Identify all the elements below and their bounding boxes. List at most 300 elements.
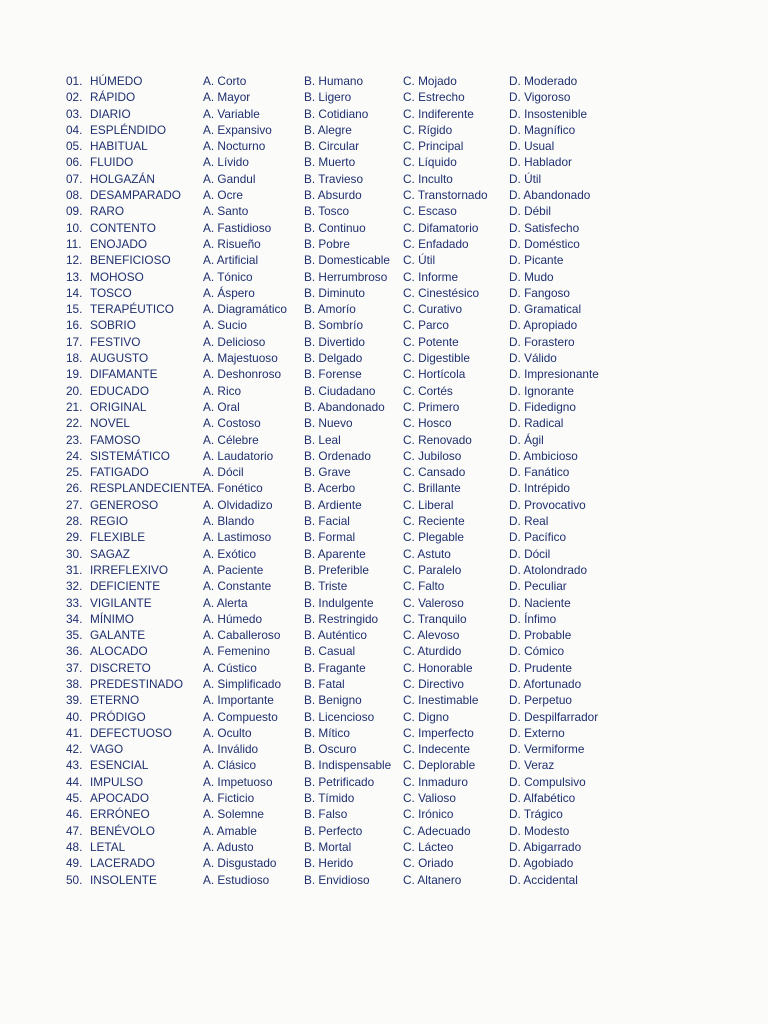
- option-a: A. Alerta: [203, 595, 248, 610]
- option-a: A. Paciente: [203, 562, 264, 577]
- option-b: B. Mortal: [304, 839, 352, 854]
- option-a: A. Importante: [203, 693, 274, 708]
- option-b: B. Tosco: [304, 204, 350, 219]
- option-c: C. Enfadado: [403, 236, 469, 251]
- question-number: 32.: [66, 579, 83, 594]
- question-row: [66, 464, 756, 480]
- option-d: D. Provocativo: [509, 497, 586, 512]
- option-a: A. Santo: [203, 204, 249, 219]
- option-a: A. Disgustado: [203, 856, 277, 871]
- option-b: B. Muerto: [304, 155, 356, 170]
- question-word: DISCRETO: [90, 660, 151, 675]
- question-row: [66, 855, 756, 871]
- question-word: ERRÓNEO: [90, 807, 150, 822]
- option-a: A. Nocturno: [203, 139, 266, 154]
- question-row: [66, 546, 756, 562]
- question-number: 17.: [66, 334, 83, 349]
- option-b: B. Triste: [304, 579, 348, 594]
- question-word: MOHOSO: [90, 269, 144, 284]
- question-word: PREDESTINADO: [90, 676, 184, 691]
- option-d: D. Apropiado: [509, 318, 578, 333]
- question-row: [66, 203, 756, 219]
- option-a: A. Expansivo: [203, 122, 272, 137]
- option-a: A. Majestuoso: [203, 351, 278, 366]
- question-number: 02.: [66, 90, 83, 105]
- option-b: B. Fatal: [304, 676, 345, 691]
- option-a: A. Cústico: [203, 660, 257, 675]
- option-b: B. Ardiente: [304, 497, 362, 512]
- question-row: [66, 448, 756, 464]
- option-b: B. Perfecto: [304, 823, 363, 838]
- option-b: B. Humano: [304, 74, 364, 88]
- option-b: B. Herrumbroso: [304, 269, 388, 284]
- option-c: C. Altanero: [403, 872, 462, 887]
- question-number: 14.: [66, 285, 83, 300]
- option-a: A. Estudioso: [203, 872, 270, 887]
- option-d: D. Perpetuo: [509, 693, 572, 708]
- option-b: B. Ordenado: [304, 448, 371, 463]
- question-row: [66, 627, 756, 643]
- option-a: A. Solemne: [203, 807, 264, 822]
- option-d: D. Trágico: [509, 807, 563, 822]
- option-a: A. Fastidioso: [203, 220, 272, 235]
- option-c: C. Difamatorio: [403, 220, 479, 235]
- option-c: C. Astuto: [403, 546, 451, 561]
- option-c: C. Cinestésico: [403, 285, 480, 300]
- option-c: C. Potente: [403, 334, 459, 349]
- option-a: A. Delicioso: [203, 334, 266, 349]
- question-number: 15.: [66, 302, 83, 317]
- option-b: B. Leal: [304, 432, 341, 447]
- option-c: C. Mojado: [403, 74, 457, 88]
- option-b: B. Benigno: [304, 693, 362, 708]
- option-c: C. Primero: [403, 399, 460, 414]
- option-c: C. Líquido: [403, 155, 457, 170]
- question-word: GENEROSO: [90, 497, 159, 512]
- question-number: 30.: [66, 546, 83, 561]
- option-c: C. Plegable: [403, 530, 464, 545]
- question-row: [66, 138, 756, 154]
- option-c: C. Hortícola: [403, 367, 466, 382]
- question-number: 05.: [66, 139, 83, 154]
- option-d: D. Intrépido: [509, 481, 570, 496]
- option-d: D. Insostenible: [509, 106, 588, 121]
- option-c: C. Adecuado: [403, 823, 471, 838]
- question-row: [66, 366, 756, 382]
- option-c: C. Paralelo: [403, 562, 462, 577]
- question-word: DESAMPARADO: [90, 188, 181, 203]
- option-b: B. Ciudadano: [304, 383, 376, 398]
- question-word: RESPLANDECIENTE: [90, 481, 205, 496]
- option-b: B. Amorío: [304, 302, 356, 317]
- option-c: C. Rígido: [403, 122, 453, 137]
- question-word: HÚMEDO: [90, 74, 143, 88]
- option-d: D. Moderado: [509, 74, 578, 88]
- option-b: B. Nuevo: [304, 416, 353, 431]
- option-b: B. Casual: [304, 644, 356, 659]
- question-row: [66, 154, 756, 170]
- option-b: B. Absurdo: [304, 188, 362, 203]
- option-b: B. Forense: [304, 367, 362, 382]
- option-c: C. Lácteo: [403, 839, 454, 854]
- question-row: [66, 73, 756, 89]
- question-word: INSOLENTE: [90, 872, 157, 887]
- option-d: D. Peculiar: [509, 579, 567, 594]
- option-c: C. Curativo: [403, 302, 463, 317]
- option-b: B. Falso: [304, 807, 348, 822]
- option-a: A. Risueño: [203, 236, 261, 251]
- option-b: B. Fragante: [304, 660, 366, 675]
- option-c: C. Principal: [403, 139, 464, 154]
- question-number: 48.: [66, 839, 83, 854]
- option-d: D. Abandonado: [509, 188, 591, 203]
- option-a: A. Deshonroso: [203, 367, 282, 382]
- option-d: D. Prudente: [509, 660, 572, 675]
- question-number: 50.: [66, 872, 83, 887]
- question-row: [66, 529, 756, 545]
- question-number: 09.: [66, 204, 83, 219]
- option-d: D. Magnífico: [509, 122, 576, 137]
- question-number: 13.: [66, 269, 83, 284]
- option-b: B. Travieso: [304, 171, 364, 186]
- option-d: D. Externo: [509, 725, 565, 740]
- option-b: B. Formal: [304, 530, 356, 545]
- option-b: B. Acerbo: [304, 481, 356, 496]
- option-d: D. Naciente: [509, 595, 571, 610]
- question-row: [66, 399, 756, 415]
- question-row: [66, 611, 756, 627]
- question-word: CONTENTO: [90, 220, 156, 235]
- option-d: D. Compulsivo: [509, 774, 586, 789]
- option-b: B. Indulgente: [304, 595, 374, 610]
- question-number: 27.: [66, 497, 83, 512]
- option-a: A. Impetuoso: [203, 774, 273, 789]
- question-row: [66, 220, 756, 236]
- question-word: FLEXIBLE: [90, 530, 146, 545]
- question-number: 36.: [66, 644, 83, 659]
- option-d: D. Útil: [509, 171, 542, 186]
- option-a: A. Compuesto: [203, 709, 278, 724]
- option-c: C. Directivo: [403, 676, 464, 691]
- question-word: FAMOSO: [90, 432, 141, 447]
- question-row: [66, 692, 756, 708]
- option-a: A. Exótico: [203, 546, 257, 561]
- option-a: A. Variable: [203, 106, 260, 121]
- question-number: 20.: [66, 383, 83, 398]
- option-c: C. Honorable: [403, 660, 473, 675]
- option-d: D. Picante: [509, 253, 564, 268]
- question-row: [66, 757, 756, 773]
- question-row: [66, 171, 756, 187]
- option-c: C. Inmaduro: [403, 774, 468, 789]
- question-row: [66, 774, 756, 790]
- question-row: [66, 432, 756, 448]
- question-word: SOBRIO: [90, 318, 136, 333]
- option-b: B. Preferible: [304, 562, 369, 577]
- question-row: [66, 823, 756, 839]
- option-a: A. Húmedo: [203, 611, 263, 626]
- question-row: [66, 334, 756, 350]
- option-a: A. Oral: [203, 399, 240, 414]
- option-c: C. Liberal: [403, 497, 454, 512]
- option-b: B. Restringido: [304, 611, 379, 626]
- question-word: IMPULSO: [90, 774, 144, 789]
- option-a: A. Olvidadizo: [203, 497, 273, 512]
- question-row: [66, 269, 756, 285]
- option-c: C. Inestimable: [403, 693, 479, 708]
- option-d: D. Radical: [509, 416, 564, 431]
- question-word: SISTEMÁTICO: [90, 448, 170, 463]
- question-word: DEFICIENTE: [90, 579, 161, 594]
- option-b: B. Petrificado: [304, 774, 375, 789]
- question-row: [66, 660, 756, 676]
- option-a: A. Rico: [203, 383, 242, 398]
- option-c: C. Estrecho: [403, 90, 465, 105]
- option-a: A. Laudatorio: [203, 448, 274, 463]
- question-word: BENÉVOLO: [90, 823, 155, 838]
- question-number: 18.: [66, 351, 83, 366]
- option-b: B. Alegre: [304, 122, 352, 137]
- option-d: D. Válido: [509, 351, 557, 366]
- option-d: D. Gramatical: [509, 302, 582, 317]
- option-b: B. Facial: [304, 514, 350, 529]
- option-a: A. Áspero: [203, 285, 255, 300]
- question-number: 19.: [66, 367, 83, 382]
- option-a: A. Simplificado: [203, 676, 282, 691]
- option-c: C. Indiferente: [403, 106, 474, 121]
- option-d: D. Probable: [509, 628, 572, 643]
- question-row: [66, 578, 756, 594]
- option-c: C. Escaso: [403, 204, 457, 219]
- question-row: [66, 106, 756, 122]
- option-c: C. Imperfecto: [403, 725, 474, 740]
- option-d: D. Afortunado: [509, 676, 582, 691]
- question-number: 16.: [66, 318, 83, 333]
- option-a: A. Diagramático: [203, 302, 287, 317]
- option-d: D. Alfabético: [509, 791, 576, 806]
- option-d: D. Impresionante: [509, 367, 599, 382]
- option-c: C. Informe: [403, 269, 459, 284]
- question-word: RÁPIDO: [90, 90, 136, 105]
- question-row: [66, 285, 756, 301]
- option-b: B. Tímido: [304, 791, 355, 806]
- option-a: A. Mayor: [203, 90, 251, 105]
- question-number: 03.: [66, 106, 83, 121]
- option-c: C. Reciente: [403, 514, 465, 529]
- option-a: A. Tónico: [203, 269, 253, 284]
- question-number: 08.: [66, 188, 83, 203]
- option-c: C. Brillante: [403, 481, 461, 496]
- option-d: D. Doméstico: [509, 236, 580, 251]
- option-c: C. Parco: [403, 318, 449, 333]
- option-d: D. Ignorante: [509, 383, 574, 398]
- option-c: C. Aturdido: [403, 644, 462, 659]
- option-d: D. Ambicioso: [509, 448, 578, 463]
- option-a: A. Caballeroso: [203, 628, 281, 643]
- question-word: GALANTE: [90, 628, 146, 643]
- question-number: 07.: [66, 171, 83, 186]
- question-row: [66, 676, 756, 692]
- option-d: D. Dócil: [509, 546, 551, 561]
- option-b: B. Domesticable: [304, 253, 390, 268]
- option-a: A. Corto: [203, 74, 247, 88]
- option-b: B. Indispensable: [304, 758, 392, 773]
- question-row: [66, 643, 756, 659]
- option-a: A. Artificial: [203, 253, 259, 268]
- question-word: HABITUAL: [90, 139, 148, 154]
- option-d: D. Hablador: [509, 155, 572, 170]
- question-number: 23.: [66, 432, 83, 447]
- question-word: RARO: [90, 204, 125, 219]
- question-word: LACERADO: [90, 856, 155, 871]
- option-c: C. Digestible: [403, 351, 470, 366]
- option-d: D. Despilfarrador: [509, 709, 599, 724]
- question-number: 01.: [66, 74, 83, 88]
- question-word: VIGILANTE: [90, 595, 152, 610]
- question-word: ETERNO: [90, 693, 140, 708]
- question-word: IRREFLEXIVO: [90, 562, 169, 577]
- question-word: BENEFICIOSO: [90, 253, 171, 268]
- question-word: FATIGADO: [90, 465, 149, 480]
- question-number: 40.: [66, 709, 83, 724]
- question-word: ESPLÉNDIDO: [90, 122, 167, 137]
- question-number: 38.: [66, 676, 83, 691]
- option-d: D. Débil: [509, 204, 551, 219]
- synonym-quiz-list: [66, 73, 756, 888]
- option-b: B. Divertido: [304, 334, 365, 349]
- option-b: B. Cotidiano: [304, 106, 369, 121]
- option-c: C. Cortés: [403, 383, 453, 398]
- question-row: [66, 497, 756, 513]
- question-word: DIARIO: [90, 106, 131, 121]
- option-c: C. Transtornado: [403, 188, 488, 203]
- question-row: [66, 806, 756, 822]
- option-b: B. Delgado: [304, 351, 363, 366]
- option-a: A. Oculto: [203, 725, 252, 740]
- question-number: 34.: [66, 611, 83, 626]
- question-number: 31.: [66, 562, 83, 577]
- question-word: DIFAMANTE: [90, 367, 158, 382]
- question-word: ORIGINAL: [90, 399, 147, 414]
- option-b: B. Circular: [304, 139, 360, 154]
- question-number: 22.: [66, 416, 83, 431]
- option-c: C. Jubiloso: [403, 448, 462, 463]
- question-row: [66, 89, 756, 105]
- option-c: C. Inculto: [403, 171, 453, 186]
- option-d: D. Forastero: [509, 334, 575, 349]
- option-c: C. Cansado: [403, 465, 466, 480]
- question-number: 49.: [66, 856, 83, 871]
- option-b: B. Grave: [304, 465, 351, 480]
- option-c: C. Oriado: [403, 856, 454, 871]
- option-b: B. Mítico: [304, 725, 350, 740]
- question-number: 25.: [66, 465, 83, 480]
- question-number: 24.: [66, 448, 83, 463]
- question-row: [66, 301, 756, 317]
- question-row: [66, 872, 756, 888]
- question-row: [66, 725, 756, 741]
- question-word: ENOJADO: [90, 236, 148, 251]
- question-row: [66, 839, 756, 855]
- question-number: 04.: [66, 122, 83, 137]
- question-number: 11.: [66, 236, 82, 251]
- option-a: A. Dócil: [203, 465, 244, 480]
- question-row: [66, 415, 756, 431]
- option-b: B. Auténtico: [304, 628, 367, 643]
- question-word: AUGUSTO: [90, 351, 149, 366]
- question-row: [66, 480, 756, 496]
- question-row: [66, 562, 756, 578]
- option-a: A. Ficticio: [203, 791, 255, 806]
- question-number: 28.: [66, 514, 83, 529]
- option-b: B. Oscuro: [304, 742, 357, 757]
- option-b: B. Ligero: [304, 90, 352, 105]
- question-number: 37.: [66, 660, 83, 675]
- question-word: TOSCO: [90, 285, 132, 300]
- option-a: A. Inválido: [203, 742, 259, 757]
- question-row: [66, 709, 756, 725]
- question-number: 39.: [66, 693, 83, 708]
- option-c: C. Hosco: [403, 416, 452, 431]
- option-c: C. Irónico: [403, 807, 454, 822]
- option-a: A. Constante: [203, 579, 272, 594]
- option-d: D. Vermiforme: [509, 742, 585, 757]
- question-word: HOLGAZÁN: [90, 171, 155, 186]
- option-d: D. Fanático: [509, 465, 570, 480]
- option-d: D. Abigarrado: [509, 839, 582, 854]
- question-word: ESENCIAL: [90, 758, 149, 773]
- option-a: A. Sucio: [203, 318, 247, 333]
- option-a: A. Femenino: [203, 644, 270, 659]
- question-number: 44.: [66, 774, 83, 789]
- question-number: 42.: [66, 742, 83, 757]
- question-word: MÍNIMO: [90, 611, 134, 626]
- option-c: C. Alevoso: [403, 628, 460, 643]
- option-b: B. Continuo: [304, 220, 366, 235]
- question-number: 06.: [66, 155, 83, 170]
- option-a: A. Célebre: [203, 432, 259, 447]
- option-b: B. Pobre: [304, 236, 350, 251]
- question-number: 10.: [66, 220, 83, 235]
- question-word: TERAPÉUTICO: [90, 302, 174, 317]
- option-d: D. Mudo: [509, 269, 554, 284]
- option-a: A. Adusto: [203, 839, 254, 854]
- option-c: C. Falto: [403, 579, 445, 594]
- question-word: PRÓDIGO: [90, 709, 146, 724]
- question-number: 33.: [66, 595, 83, 610]
- question-row: [66, 317, 756, 333]
- option-b: B. Herido: [304, 856, 354, 871]
- option-a: A. Lastimoso: [203, 530, 272, 545]
- question-row: [66, 252, 756, 268]
- option-c: C. Renovado: [403, 432, 472, 447]
- option-d: D. Usual: [509, 139, 555, 154]
- option-a: A. Gandul: [203, 171, 256, 186]
- option-c: C. Valioso: [403, 791, 456, 806]
- option-a: A. Lívido: [203, 155, 249, 170]
- option-d: D. Ágil: [509, 432, 544, 447]
- question-word: DEFECTUOSO: [90, 725, 172, 740]
- question-word: EDUCADO: [90, 383, 149, 398]
- option-d: D. Pacífico: [509, 530, 567, 545]
- option-b: B. Abandonado: [304, 399, 385, 414]
- question-row: [66, 187, 756, 203]
- option-a: A. Blando: [203, 514, 255, 529]
- question-word: FESTIVO: [90, 334, 141, 349]
- question-word: SAGAZ: [90, 546, 130, 561]
- question-row: [66, 595, 756, 611]
- question-word: REGIO: [90, 514, 129, 529]
